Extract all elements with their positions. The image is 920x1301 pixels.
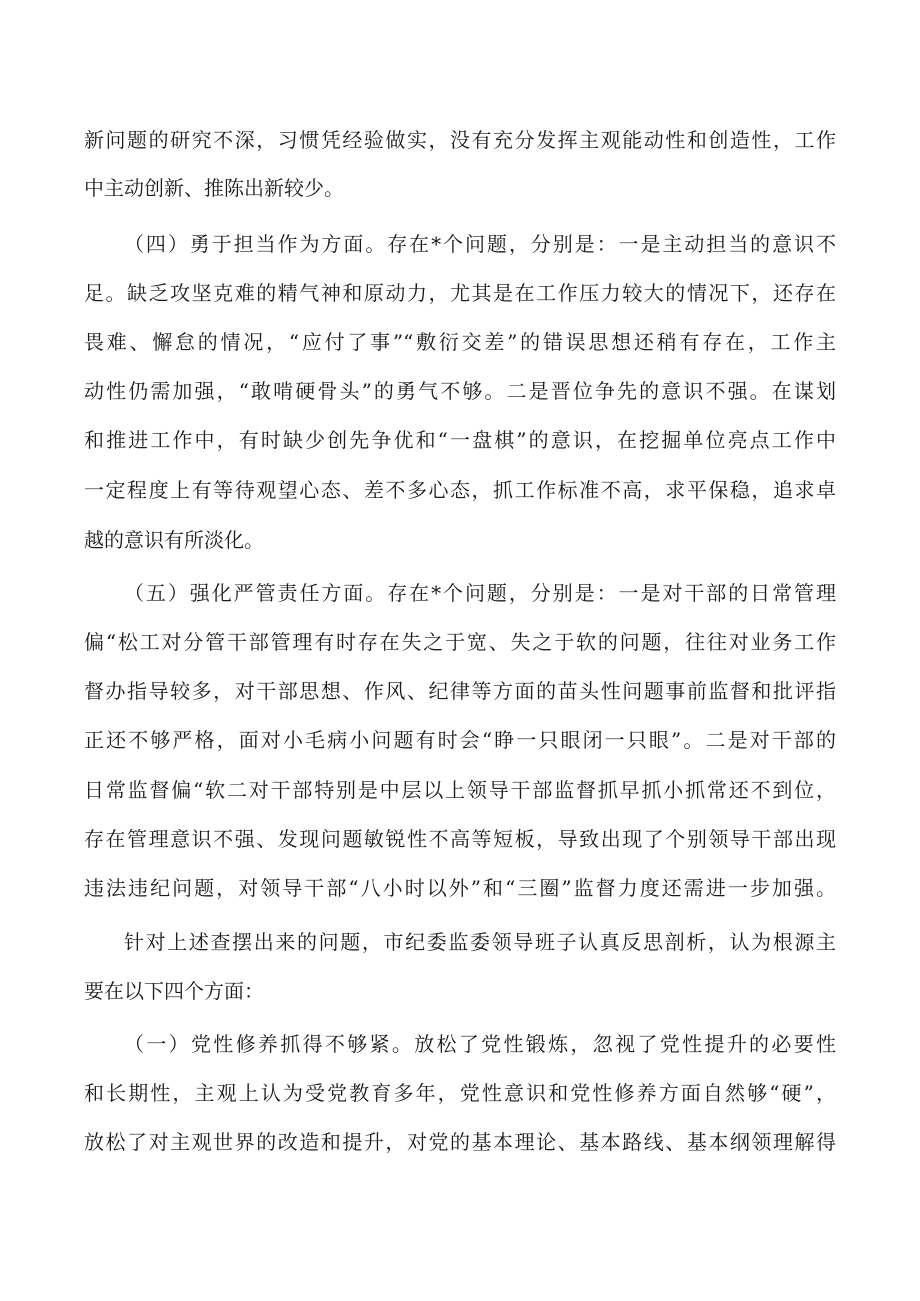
text-line: 足。缺乏攻坚克难的精气神和原动力，尤其是在工作压力较大的情况下，还存在 bbox=[84, 281, 836, 305]
paragraph-start-line: （一）党性修养抓得不够紧。放松了党性锻炼，忽视了党性提升的必要性 bbox=[124, 1032, 836, 1056]
paragraph-start-line: 针对上述查摆出来的问题，市纪委监委领导班子认真反思剖析，认为根源主 bbox=[124, 930, 836, 954]
text-line: 动性仍需加强，“敢啃硬骨头”的勇气不够。二是晋位争先的意识不强。在谋划 bbox=[84, 379, 836, 403]
text-line: 督办指导较多，对干部思想、作风、纪律等方面的苗头性问题事前监督和批评指 bbox=[84, 679, 836, 703]
text-line: 放松了对主观世界的改造和提升，对党的基本理论、基本路线、基本纲领理解得 bbox=[84, 1130, 836, 1154]
text-line: 正还不够严格，面对小毛病小问题有时会“睁一只眼闭一只眼”。二是对干部的 bbox=[84, 728, 836, 752]
text-line: 新问题的研究不深，习惯凭经验做实，没有充分发挥主观能动性和创造性，工作 bbox=[84, 128, 836, 152]
text-line: 存在管理意识不强、发现问题敏锐性不高等短板，导致出现了个别领导干部出现 bbox=[84, 827, 836, 851]
text-line: 和推进工作中，有时缺少创先争优和“一盘棋”的意识，在挖掘单位亮点工作中 bbox=[84, 428, 836, 452]
text-line: 越的意识有所淡化。 bbox=[84, 528, 264, 552]
text-line: 要在以下四个方面： bbox=[84, 979, 264, 1003]
text-line: 偏“松工对分管干部管理有时存在失之于宽、失之于软的问题，往往对业务工作 bbox=[84, 630, 836, 654]
text-line: 畏难、懈怠的情况，“应付了事”“敷衍交差”的错误思想还稍有存在，工作主 bbox=[84, 330, 836, 354]
paragraph-start-line: （五）强化严管责任方面。存在*个问题，分别是：一是对干部的日常管理 bbox=[124, 581, 836, 605]
text-line: 违法违纪问题，对领导干部“八小时以外”和“三圈”监督力度还需进一步加强。 bbox=[84, 876, 836, 900]
paragraph-start-line: （四）勇于担当作为方面。存在*个问题，分别是：一是主动担当的意识不 bbox=[124, 232, 836, 256]
text-line: 和长期性，主观上认为受党教育多年，党性意识和党性修养方面自然够“硬”， bbox=[84, 1081, 836, 1105]
text-line: 中主动创新、推陈出新较少。 bbox=[84, 176, 344, 200]
text-line: 日常监督偏“软二对干部特别是中层以上领导干部监督抓早抓小抓常还不到位， bbox=[84, 778, 836, 802]
text-line: 一定程度上有等待观望心态、差不多心态，抓工作标准不高，求平保稳，追求卓 bbox=[84, 478, 836, 502]
